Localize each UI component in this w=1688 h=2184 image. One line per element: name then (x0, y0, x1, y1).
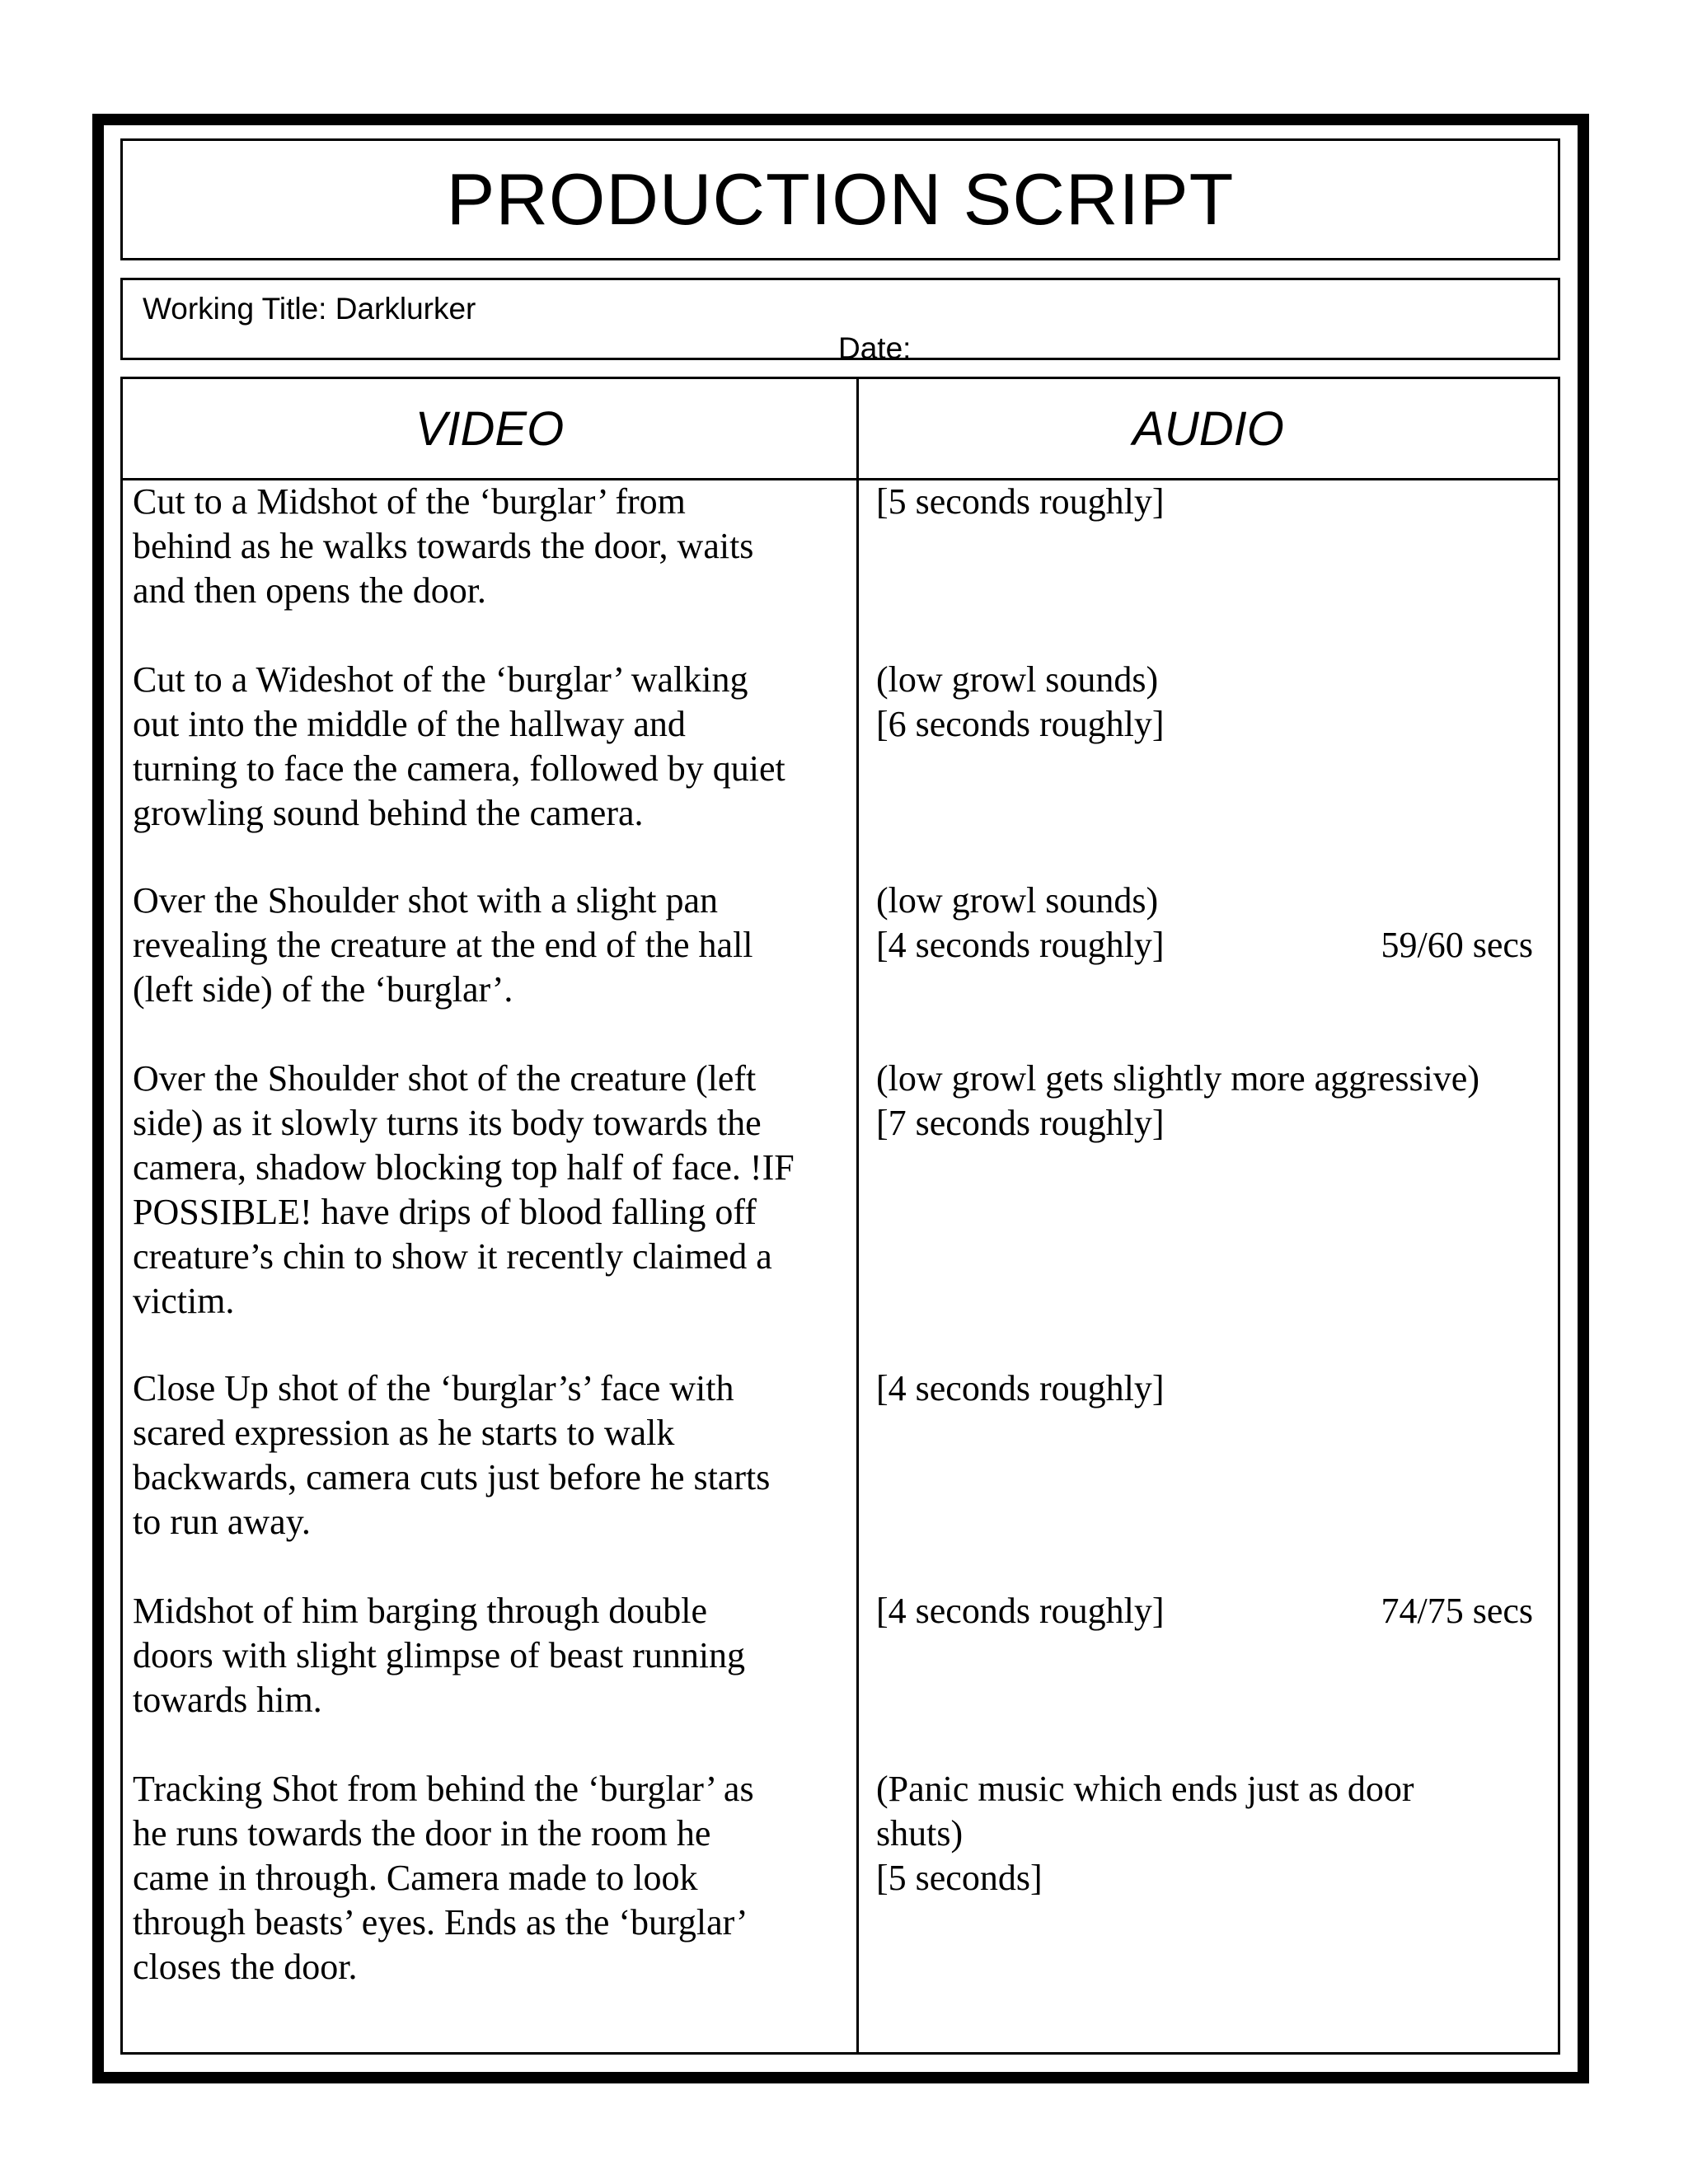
audio-cell: (low growl sounds) [6 seconds roughly] (876, 659, 1165, 744)
video-cell: Midshot of him barging through double doors with slight glimpse of beast running towards him. (133, 1591, 746, 1720)
date-label: Date: (838, 331, 912, 360)
video-cell: Tracking Shot from behind the ‘burglar’ as he runs towards the door in the room he came in through. Camera made to look through beasts’ eyes. Ends as the ‘burglar’ closes the door. (133, 1769, 754, 1987)
duration-total: 59/60 secs (1381, 925, 1533, 965)
info-box (120, 278, 1560, 360)
script-table (120, 377, 1560, 2055)
video-cell: Cut to a Wideshot of the ‘burglar’ walking out into the middle of the hallway and turning to face the camera, followed by quiet growling sound behind the camera. (133, 659, 785, 833)
video-cell: Close Up shot of the ‘burglar’s’ face with scared expression as he starts to walk backwards, camera cuts just before he starts to run away. (133, 1368, 771, 1542)
column-divider (856, 379, 859, 2052)
audio-column-header: AUDIO (1132, 401, 1284, 456)
video-cell: Cut to a Midshot of the ‘burglar’ from behind as he walks towards the door, waits and then opens the door. (133, 481, 754, 611)
audio-cell: (low growl gets slightly more aggressive) [7 seconds roughly] (876, 1058, 1479, 1143)
video-cell: Over the Shoulder shot of the creature (left side) as it slowly turns its body towards the camera, shadow blocking top half of face. !IF POSSIBLE! have drips of blood falling off creature’s chin to show it recently claimed a victim. (133, 1058, 795, 1321)
video-cell: Over the Shoulder shot with a slight pan revealing the creature at the end of the hall (left side) of the ‘burglar’. (133, 880, 753, 1010)
audio-cell: (low growl sounds) [4 seconds roughly] (876, 880, 1165, 965)
audio-cell: [5 seconds roughly] (876, 481, 1165, 522)
audio-cell: (Panic music which ends just as door shuts) [5 seconds] (876, 1769, 1414, 1898)
audio-cell: [4 seconds roughly] (876, 1591, 1165, 1631)
page-title: PRODUCTION SCRIPT (446, 158, 1235, 240)
working-title: Working Title: Darklurker (143, 292, 476, 326)
title-box (120, 138, 1560, 260)
duration-total: 74/75 secs (1381, 1591, 1533, 1631)
audio-cell: [4 seconds roughly] (876, 1368, 1165, 1408)
video-column-header: VIDEO (415, 401, 565, 456)
